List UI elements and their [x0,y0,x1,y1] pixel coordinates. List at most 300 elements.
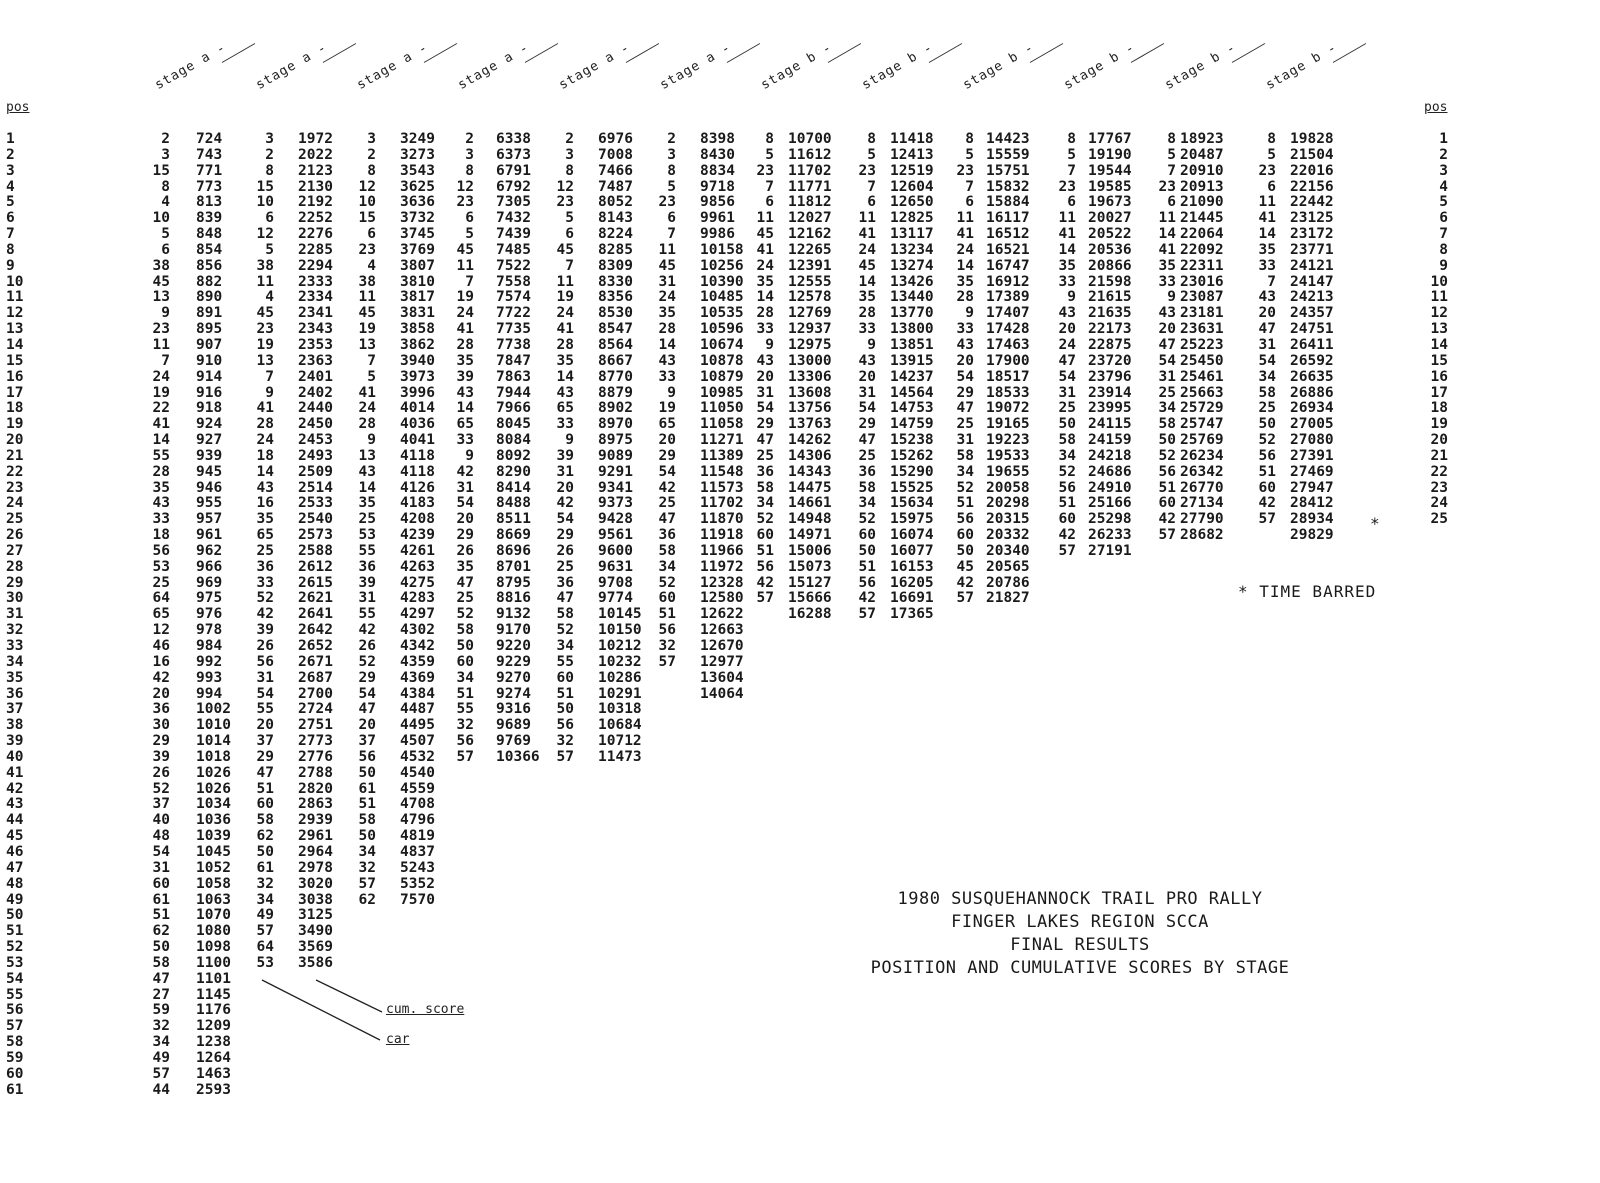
cumulative-score: 16747 [986,257,1030,274]
car-number: 25 [256,542,274,559]
car-number: 20 [956,352,974,369]
car-number: 26 [556,542,574,559]
cumulative-score: 6791 [496,162,531,179]
car-number: 58 [956,447,974,464]
car-number: 56 [1058,479,1076,496]
cumulative-score: 8045 [496,416,531,433]
car-number: 19 [152,384,170,401]
cumulative-score: 2363 [298,352,333,369]
cumulative-score: 17365 [890,606,934,623]
cumulative-score: 7570 [400,891,435,908]
position-number: 59 [6,1049,24,1066]
car-number: 19 [456,289,474,306]
cumulative-score: 10684 [598,717,642,734]
car-number: 16 [152,653,170,670]
cumulative-score: 10879 [700,368,744,385]
car-number: 41 [756,241,774,258]
cumulative-score: 8975 [598,432,633,449]
car-number: 23 [456,194,474,211]
car-number: 48 [152,828,170,845]
car-number: 51 [1158,479,1176,496]
car-number: 52 [658,574,676,591]
car-number: 57 [256,923,274,940]
position-number: 33 [6,638,24,654]
car-number: 45 [358,305,376,322]
car-number: 12 [556,178,574,195]
cumulative-score: 13426 [890,273,934,290]
cumulative-score: 10596 [700,321,744,338]
car-number: 24 [756,257,774,274]
car-number: 28 [256,416,274,433]
cumulative-score: 20332 [986,527,1030,544]
position-number: 11 [6,289,24,306]
cumulative-score: 2641 [298,606,333,623]
car-number: 32 [658,638,676,654]
car-number: 24 [956,241,974,258]
position-number: 6 [1439,210,1448,227]
position-number: 5 [1439,194,1448,211]
cumulative-score: 993 [196,669,223,686]
cumulative-score: 11966 [700,542,744,559]
car-number: 5 [465,226,474,243]
cumulative-score: 3807 [400,257,435,274]
position-number: 15 [1430,352,1448,369]
cumulative-score: 3543 [400,162,435,179]
cumulative-score: 16691 [890,590,934,607]
cumulative-score: 3125 [298,907,333,924]
position-number: 13 [6,321,24,338]
cumulative-score: 2773 [298,733,333,750]
cumulative-score: 11612 [788,146,832,163]
car-number: 24 [256,432,274,449]
car-number: 32 [358,859,376,876]
car-number: 46 [152,638,170,654]
car-number: 58 [756,479,774,496]
cumulative-score: 1176 [196,1002,231,1019]
car-number: 57 [658,653,676,670]
car-number: 14 [756,289,774,306]
cumulative-score: 9291 [598,463,633,480]
car-number: 43 [756,352,774,369]
stage-header: stage b - [859,40,936,93]
cumulative-score: 2341 [298,305,333,322]
car-number: 35 [658,305,676,322]
cumulative-score: 24159 [1088,432,1132,449]
cumulative-score: 975 [196,590,223,607]
car-number: 3 [367,131,376,147]
car-number: 56 [456,733,474,750]
car-number: 7 [367,352,376,369]
car-number: 62 [358,891,376,908]
cumulative-score: 20487 [1180,146,1224,163]
cumulative-score: 12580 [700,590,744,607]
car-number: 47 [756,432,774,449]
cumulative-score: 5243 [400,859,435,876]
cumulative-score: 2964 [298,843,333,860]
car-number: 5 [765,146,774,163]
cumulative-score: 1014 [196,733,231,750]
car-number: 27 [152,986,170,1003]
car-number: 25 [1058,400,1076,417]
car-number: 14 [152,432,170,449]
cumulative-score: 1045 [196,843,231,860]
car-number: 57 [1058,542,1076,559]
cumulative-score: 4283 [400,590,435,607]
position-number: 11 [1430,289,1448,306]
cumulative-score: 15832 [986,178,1030,195]
car-number: 54 [556,511,574,528]
car-number: 23 [756,162,774,179]
car-number: 43 [1258,289,1276,306]
car-number: 9 [465,447,474,464]
car-number: 4 [265,289,274,306]
car-number: 25 [152,574,170,591]
car-number: 7 [1267,273,1276,290]
cumulative-score: 1002 [196,701,231,718]
car-number: 10 [256,194,274,211]
position-number: 55 [6,986,24,1003]
cumulative-score: 16521 [986,241,1030,258]
position-number: 50 [6,907,24,924]
car-number: 8 [1167,131,1176,147]
cumulative-score: 6976 [598,131,633,147]
cumulative-score: 8290 [496,463,531,480]
car-number: 33 [658,368,676,385]
car-number: 54 [256,685,274,702]
car-number: 43 [152,495,170,512]
car-number: 26 [358,638,376,654]
car-number: 13 [152,289,170,306]
position-number: 41 [6,764,24,781]
position-number: 45 [6,828,24,845]
car-number: 14 [858,273,876,290]
cumulative-score: 25769 [1180,432,1224,449]
position-number: 18 [1430,400,1448,417]
cumulative-score: 2333 [298,273,333,290]
car-number: 50 [456,638,474,654]
position-number: 48 [6,875,24,892]
cumulative-score: 2621 [298,590,333,607]
car-number: 43 [256,479,274,496]
cumulative-score: 2573 [298,527,333,544]
car-number: 7 [265,368,274,385]
cumulative-score: 24357 [1290,305,1334,322]
cumulative-score: 14564 [890,384,934,401]
car-number: 6 [667,210,676,227]
cumulative-score: 17900 [986,352,1030,369]
cumulative-score: 24147 [1290,273,1334,290]
cumulative-score: 3273 [400,146,435,163]
cumulative-score: 1063 [196,891,231,908]
cumulative-score: 22016 [1290,162,1334,179]
position-number: 7 [6,226,15,243]
cum-score-leader [316,980,382,1012]
car-number: 30 [152,717,170,734]
cumulative-score: 978 [196,622,223,639]
cumulative-score: 7485 [496,241,531,258]
car-number: 37 [358,733,376,750]
cumulative-score: 28412 [1290,495,1334,512]
car-number: 55 [152,447,170,464]
car-number: 58 [556,606,574,623]
car-number: 11 [1158,210,1176,227]
car-number: 29 [456,527,474,544]
cumulative-score: 8224 [598,226,633,243]
car-number: 42 [456,463,474,480]
car-number: 2 [265,146,274,163]
car-number: 8 [965,131,974,147]
car-number: 37 [256,733,274,750]
position-number: 12 [6,305,24,322]
position-number: 24 [1430,495,1448,512]
cumulative-score: 23771 [1290,241,1334,258]
cumulative-score: 1070 [196,907,231,924]
car-number: 60 [256,796,274,813]
position-number: 20 [1430,432,1448,449]
cumulative-score: 19585 [1088,178,1132,195]
car-number: 5 [1267,146,1276,163]
car-number: 36 [756,463,774,480]
stage-header: stage b - [758,40,835,93]
cumulative-score: 946 [196,479,223,496]
stage-header: stage a - [657,40,734,93]
cumulative-score: 22875 [1088,336,1132,353]
cumulative-score: 12825 [890,210,934,227]
car-number: 57 [358,875,376,892]
cumulative-score: 12650 [890,194,934,211]
cumulative-score: 11702 [700,495,744,512]
cumulative-score: 1101 [196,970,231,987]
car-number: 5 [965,146,974,163]
cumulative-score: 26411 [1290,336,1334,353]
car-number: 11 [256,273,274,290]
car-number: 8 [367,162,376,179]
car-number: 38 [256,257,274,274]
car-number: 11 [858,210,876,227]
car-number: 43 [858,352,876,369]
car-number: 50 [1158,432,1176,449]
car-number: 11 [456,257,474,274]
car-number: 29 [256,748,274,765]
time-barred-note: * TIME BARRED [1238,582,1377,601]
car-number: 41 [358,384,376,401]
title-line-3: FINAL RESULTS [1010,935,1150,955]
car-number: 60 [556,669,574,686]
cumulative-score: 7487 [598,178,633,195]
car-number: 52 [256,590,274,607]
car-number: 29 [358,669,376,686]
cumulative-score: 26934 [1290,400,1334,417]
car-number: 10 [358,194,376,211]
car-number: 57 [756,590,774,607]
car-number: 5 [667,178,676,195]
cumulative-score: 8834 [700,162,735,179]
cumulative-score: 743 [196,146,223,163]
cumulative-score: 25729 [1180,400,1224,417]
stage-header: stage a - [556,40,633,93]
cumulative-score: 11418 [890,131,934,147]
car-number: 20 [1058,321,1076,338]
car-number: 45 [556,241,574,258]
car-number: 65 [256,527,274,544]
car-number: 47 [1158,336,1176,353]
position-number: 51 [6,923,24,940]
position-number: 35 [6,669,24,686]
car-number: 52 [1058,463,1076,480]
cumulative-score: 2776 [298,748,333,765]
cumulative-score: 13306 [788,368,832,385]
cumulative-score: 4297 [400,606,435,623]
car-number: 41 [556,321,574,338]
cumulative-score: 14753 [890,400,934,417]
cumulative-score: 3940 [400,352,435,369]
cumulative-score: 12937 [788,321,832,338]
cumulative-score: 17407 [986,305,1030,322]
car-number: 57 [456,748,474,765]
cumulative-score: 7966 [496,400,531,417]
car-number: 55 [456,701,474,718]
position-number: 44 [6,812,24,829]
cumulative-score: 957 [196,511,223,528]
cumulative-score: 8770 [598,368,633,385]
car-number: 36 [858,463,876,480]
position-number: 14 [6,336,24,353]
cumulative-score: 8143 [598,210,633,227]
car-number: 33 [1058,273,1076,290]
car-number: 47 [556,590,574,607]
car-number: 8 [667,162,676,179]
car-number: 2 [465,131,474,147]
car-number: 56 [1158,463,1176,480]
car-number: 38 [358,273,376,290]
position-number: 37 [6,701,24,718]
car-number: 39 [556,447,574,464]
cumulative-score: 962 [196,542,223,559]
cumulative-score: 4559 [400,780,435,797]
cumulative-score: 25166 [1088,495,1132,512]
cumulative-score: 813 [196,194,223,211]
car-number: 55 [256,701,274,718]
cumulative-score: 21827 [986,590,1030,607]
car-number: 25 [956,416,974,433]
position-number: 8 [1439,241,1448,258]
car-number: 7 [1067,162,1076,179]
car-number: 19 [358,321,376,338]
position-number: 10 [6,273,24,290]
cumulative-score: 23631 [1180,321,1224,338]
car-number: 5 [1167,146,1176,163]
position-number: 9 [1439,257,1448,274]
cumulative-score: 9718 [700,178,735,195]
cumulative-score: 9631 [598,558,633,575]
position-number: 38 [6,717,24,734]
position-number: 1 [6,131,15,147]
car-number: 23 [556,194,574,211]
cumulative-score: 2334 [298,289,333,306]
car-number: 58 [658,542,676,559]
car-number: 33 [456,432,474,449]
stage-header: stage a - [455,40,532,93]
cumulative-score: 12413 [890,146,934,163]
cumulative-score: 8879 [598,384,633,401]
car-number: 19 [658,400,676,417]
car-number: 51 [956,495,974,512]
pos-header-right: pos [1424,100,1448,115]
car-number: 45 [956,558,974,575]
car-number: 54 [358,685,376,702]
car-number: 53 [256,954,274,971]
car-number: 23 [1158,178,1176,195]
car-number: 32 [256,875,274,892]
position-number: 3 [6,162,15,179]
car-number: 47 [1258,321,1276,338]
car-number: 43 [1058,305,1076,322]
car-number: 39 [358,574,376,591]
cumulative-score: 9132 [496,606,531,623]
car-number: 54 [1158,352,1176,369]
cumulative-score: 2961 [298,828,333,845]
car-number: 42 [358,622,376,639]
cumulative-score: 724 [196,131,223,147]
car-number: 28 [152,463,170,480]
car-number: 8 [1067,131,1076,147]
car-number: 39 [256,622,274,639]
car-number: 45 [456,241,474,258]
car-number: 6 [1067,194,1076,211]
car-number: 9 [1067,289,1076,306]
cumulative-score: 9856 [700,194,735,211]
car-number: 4 [367,257,376,274]
car-number: 11 [152,336,170,353]
car-number: 65 [556,400,574,417]
cumulative-score: 2820 [298,780,333,797]
car-number: 64 [152,590,170,607]
car-number: 62 [256,828,274,845]
car-number: 51 [1058,495,1076,512]
cumulative-score: 8430 [700,146,735,163]
cumulative-score: 907 [196,336,223,353]
cumulative-score: 20866 [1088,257,1132,274]
cumulative-score: 14475 [788,479,832,496]
cumulative-score: 8309 [598,257,633,274]
car-number: 41 [1158,241,1176,258]
cumulative-score: 22173 [1088,321,1132,338]
cumulative-score: 1052 [196,859,231,876]
cumulative-score: 6792 [496,178,531,195]
car-number: 11 [358,289,376,306]
car-number: 41 [858,226,876,243]
cumulative-score: 20786 [986,574,1030,591]
car-number: 31 [956,432,974,449]
cumulative-score: 3586 [298,954,333,971]
cumulative-score: 2493 [298,447,333,464]
cumulative-score: 17463 [986,336,1030,353]
cumulative-score: 7847 [496,352,531,369]
cumulative-score: 10318 [598,701,642,718]
cumulative-score: 16153 [890,558,934,575]
car-number: 33 [956,321,974,338]
cumulative-score: 8701 [496,558,531,575]
cumulative-score: 13440 [890,289,934,306]
car-number: 18 [256,447,274,464]
position-number: 53 [6,954,24,971]
car-number: 51 [858,558,876,575]
cumulative-score: 1080 [196,923,231,940]
car-number: 42 [1158,511,1176,528]
car-number: 35 [456,558,474,575]
car-number: 42 [956,574,974,591]
cumulative-score: 11473 [598,748,642,765]
